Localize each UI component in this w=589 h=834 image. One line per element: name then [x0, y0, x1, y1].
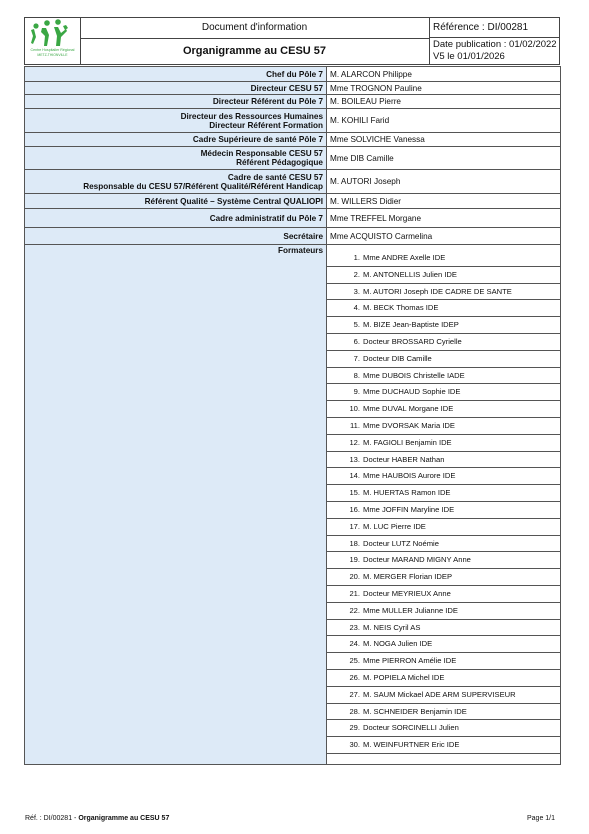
org-role-line: Référent Pédagogique [236, 158, 323, 167]
footer-page-number: Page 1/1 [527, 815, 556, 822]
org-row [25, 95, 561, 109]
publication-info [430, 39, 560, 64]
trainer-name: Mme PIERRON Amélie IDE [363, 656, 457, 666]
trainer-item [327, 687, 560, 704]
trainer-name: M. AUTORI Joseph IDE CADRE DE SANTE [363, 286, 512, 296]
trainer-name: M. FAGIOLI Benjamin IDE [363, 437, 452, 447]
trainer-item [327, 368, 560, 385]
document-type: Document d'information [80, 18, 430, 39]
org-row [25, 147, 561, 170]
trainer-name: Docteur MARAND MIGNY Anne [363, 555, 471, 565]
trainer-item [327, 620, 560, 637]
trainer-number: 13. [349, 454, 360, 464]
trainer-item [327, 435, 560, 452]
trainer-name: Docteur SORCINELLI Julien [363, 723, 459, 733]
trainer-number: 24. [349, 639, 360, 649]
org-row [25, 194, 561, 209]
org-role-line: Médecin Responsable CESU 57 [200, 149, 323, 158]
trainer-item [327, 401, 560, 418]
org-role: Directeur Référent du Pôle 7 [25, 95, 327, 109]
trainer-name: M. ANTONELLIS Julien IDE [363, 269, 457, 279]
trainer-item [327, 670, 560, 687]
trainer-number: 5. [353, 320, 360, 330]
trainer-number: 20. [349, 572, 360, 582]
trainer-number: 11. [350, 420, 360, 430]
trainer-item [327, 485, 560, 502]
org-row [25, 133, 561, 147]
document-title: Organigramme au CESU 57 [80, 38, 430, 64]
org-role [25, 147, 327, 170]
footer-ref-prefix: Réf. : DI/00281 - [25, 815, 79, 822]
org-role-line: Directeur des Ressources Humaines [180, 111, 323, 121]
org-name: Mme DIB Camille [327, 147, 561, 170]
footer-reference [25, 815, 169, 822]
trainer-name: M. POPIELA Michel IDE [363, 672, 445, 682]
trainer-name: Docteur MEYRIEUX Anne [363, 588, 451, 598]
trainer-item [327, 334, 560, 351]
trainer-name: M. WEINFURTNER Eric IDE [363, 740, 460, 750]
trainer-name: M. SCHNEIDER Benjamin IDE [363, 706, 467, 716]
org-name: Mme SOLVICHE Vanessa [327, 133, 561, 147]
trainer-number: 21. [349, 588, 360, 598]
trainer-item [327, 384, 560, 401]
org-row [25, 82, 561, 95]
org-role: Chef du Pôle 7 [25, 67, 327, 82]
trainer-name: M. HUERTAS Ramon IDE [363, 488, 451, 498]
publication-date: Date publication : 01/02/2022 [433, 39, 557, 50]
trainer-number: 27. [349, 689, 360, 699]
trainer-item [327, 586, 560, 603]
trainer-number: 10. [349, 404, 360, 414]
org-role: Cadre administratif du Pôle 7 [25, 209, 327, 228]
trainer-number: 28. [349, 706, 360, 716]
svg-text:METZ-THIONVILLE: METZ-THIONVILLE [37, 53, 68, 57]
trainer-name: M. NEIS Cyril AS [363, 622, 421, 632]
trainer-name: Docteur LUTZ Noémie [363, 538, 439, 548]
svg-text:Centre Hospitalier Régional: Centre Hospitalier Régional [30, 48, 75, 52]
org-role: Cadre Supérieure de santé Pôle 7 [25, 133, 327, 147]
trainer-number: 15. [349, 488, 360, 498]
trainer-item [327, 502, 560, 519]
trainer-name: Docteur BROSSARD Cyrielle [363, 336, 462, 346]
trainer-item [327, 653, 560, 670]
trainer-item [327, 569, 560, 586]
org-name: Mme TREFFEL Morgane [327, 209, 561, 228]
trainers-list [327, 250, 560, 754]
org-row [25, 170, 561, 194]
trainer-item [327, 603, 560, 620]
org-row [25, 67, 561, 82]
trainer-item [327, 418, 560, 435]
document-header [24, 17, 560, 65]
trainer-item [327, 452, 560, 469]
trainer-item [327, 536, 560, 553]
trainer-item [327, 351, 560, 368]
org-name: Mme ACQUISTO Carmelina [327, 228, 561, 245]
trainer-item [327, 317, 560, 334]
trainers-label: Formateurs [25, 245, 327, 765]
trainer-name: Mme JOFFIN Maryline IDE [363, 504, 455, 514]
trainer-number: 4. [353, 303, 360, 313]
trainer-number: 16. [349, 504, 360, 514]
document-version: V5 le 01/01/2026 [433, 51, 505, 62]
trainer-name: M. MERGER Florian IDEP [363, 572, 453, 582]
trainer-item [327, 720, 560, 737]
org-role-line: Cadre de santé CESU 57 [227, 172, 323, 182]
trainer-number: 29. [349, 723, 360, 733]
trainer-item [327, 552, 560, 569]
trainer-number: 30. [349, 740, 360, 750]
hospital-logo-icon [25, 18, 80, 64]
org-role: Référent Qualité – Système Central QUALIOPI [25, 194, 327, 209]
trainer-number: 6. [353, 336, 360, 346]
trainer-name: Mme DUCHAUD Sophie IDE [363, 387, 461, 397]
trainer-item [327, 519, 560, 536]
trainer-number: 12. [349, 437, 360, 447]
trainer-number: 8. [353, 370, 360, 380]
document-reference: Référence : DI/00281 [430, 18, 560, 38]
org-role-line: Responsable du CESU 57/Référent Qualité/Référent Handicap [83, 181, 323, 191]
trainer-name: M. NOGA Julien IDE [363, 639, 433, 649]
trainer-item [327, 300, 560, 317]
trainer-name: Mme ANDRE Axelle IDE [363, 253, 446, 262]
trainer-item [327, 267, 560, 284]
org-name: M. ALARCON Philippe [327, 67, 561, 82]
trainer-number: 17. [349, 521, 360, 531]
trainer-name: Mme HAUBOIS Aurore IDE [363, 471, 456, 481]
trainer-name: M. SAUM Mickael ADE ARM SUPERVISEUR [363, 689, 516, 699]
org-role-line: Directeur Référent Formation [209, 120, 323, 130]
hospital-logo [25, 18, 81, 64]
org-name: M. AUTORI Joseph [327, 170, 561, 194]
trainer-item [327, 704, 560, 721]
trainer-number: 26. [349, 672, 360, 682]
trainer-number: 25. [349, 656, 360, 666]
org-name: Mme TROGNON Pauline [327, 82, 561, 95]
org-name: M. KOHILI Farid [327, 109, 561, 133]
org-row [25, 109, 561, 133]
trainer-number: 1. [353, 253, 360, 262]
org-role: Directeur CESU 57 [25, 82, 327, 95]
trainer-item [327, 468, 560, 485]
trainer-number: 23. [349, 622, 360, 632]
trainer-number: 18. [349, 538, 360, 548]
trainer-name: Docteur DIB Camille [363, 353, 432, 363]
org-name: M. BOILEAU Pierre [327, 95, 561, 109]
trainer-item [327, 250, 560, 267]
org-role [25, 170, 327, 194]
trainer-name: Docteur HABER Nathan [363, 454, 445, 464]
trainer-name: Mme DUBOIS Christelle IADE [363, 370, 465, 380]
trainer-name: Mme DVORSAK Maria IDE [363, 420, 455, 430]
trainer-name: Mme MULLER Julianne IDE [363, 605, 458, 615]
trainer-item [327, 636, 560, 653]
org-row [25, 228, 561, 245]
footer-ref-title: Organigramme au CESU 57 [78, 815, 170, 822]
trainer-name: M. BIZE Jean-Baptiste IDEP [363, 320, 459, 330]
trainer-number: 3. [353, 286, 360, 296]
trainer-item [327, 737, 560, 754]
trainer-name: M. LUC Pierre IDE [363, 521, 426, 531]
trainer-name: M. BECK Thomas IDE [363, 303, 439, 313]
org-row [25, 209, 561, 228]
trainer-name: Mme DUVAL Morgane IDE [363, 404, 454, 414]
trainer-number: 7. [353, 353, 360, 363]
trainer-number: 19. [349, 555, 360, 565]
trainer-number: 22. [349, 605, 360, 615]
trainer-number: 2. [353, 269, 360, 279]
org-role: Secrétaire [25, 228, 327, 245]
trainer-number: 14. [349, 471, 360, 481]
org-name: M. WILLERS Didier [327, 194, 561, 209]
trainer-item [327, 284, 560, 301]
trainer-number: 9. [353, 387, 360, 397]
org-role [25, 109, 327, 133]
